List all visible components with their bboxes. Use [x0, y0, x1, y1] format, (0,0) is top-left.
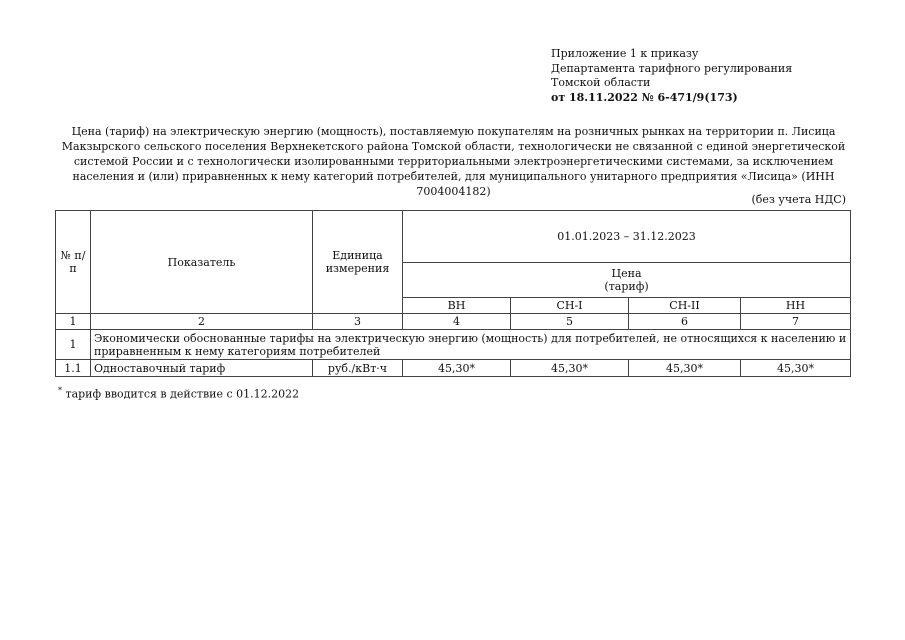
tariff-value-sn1: 45,30* — [511, 360, 629, 377]
price-header-line-2: (тариф) — [604, 280, 649, 293]
table-section-row — [56, 330, 851, 360]
column-number-cell: 5 — [511, 314, 629, 330]
row-unit: руб./кВт·ч — [313, 360, 403, 377]
tariff-value-sn2: 45,30* — [629, 360, 741, 377]
tariff-value-vn: 45,30* — [403, 360, 511, 377]
section-number: 1 — [56, 330, 91, 360]
tariff-table — [55, 210, 851, 377]
voltage-level-header: СН-I — [511, 298, 629, 314]
section-text: Экономически обоснованные тарифы на электрическую энергию (мощность) для потребителей, не относящихся к населению и приравненным к нему категориям потребителей — [91, 330, 851, 360]
row-number: 1.1 — [56, 360, 91, 377]
vat-note: (без учета НДС) — [751, 193, 846, 206]
column-number-cell: 3 — [313, 314, 403, 330]
tariff-value-nn: 45,30* — [741, 360, 851, 377]
period-header: 01.01.2023 – 31.12.2023 — [403, 211, 851, 263]
column-number-cell: 7 — [741, 314, 851, 330]
footnote-text: тариф вводится в действие с 01.12.2022 — [62, 387, 300, 401]
column-header-indicator: Показатель — [91, 211, 313, 314]
price-header — [403, 263, 851, 298]
column-number-cell: 1 — [56, 314, 91, 330]
row-name: Одноставочный тариф — [91, 360, 313, 377]
table-row — [56, 360, 851, 377]
header-line-4: от 18.11.2022 № 6-471/9(173) — [551, 90, 738, 104]
column-number-cell: 6 — [629, 314, 741, 330]
footnote-mark: * — [58, 386, 62, 395]
header-line-3: Томской области — [551, 76, 651, 89]
footnote — [58, 386, 299, 401]
price-header-line-1: Цена — [611, 267, 642, 280]
voltage-level-header: ВН — [403, 298, 511, 314]
order-header — [551, 47, 792, 105]
column-number-cell: 2 — [91, 314, 313, 330]
header-line-2: Департамента тарифного регулирования — [551, 61, 793, 75]
voltage-level-header: НН — [741, 298, 851, 314]
column-header-number: № п/п — [56, 211, 91, 314]
column-number-cell: 4 — [403, 314, 511, 330]
header-line-1: Приложение 1 к приказу — [551, 47, 699, 60]
voltage-level-header: СН-II — [629, 298, 741, 314]
document-title: Цена (тариф) на электрическую энергию (мощность), поставляемую покупателям на розничных рынках на территории п. Лисица Макзырского сельского поселения Верхнекетского района Томской области, технологически не связанной с единой энергетической системой России и с технологически изолированными территориальными электроэнергетическими системами, за исключением населения и (или) приравненных к нему категорий потребителей, для муниципального унитарного предприятия «Лисица» (ИНН 7004004182) — [61, 125, 846, 198]
column-header-unit: Единица измерения — [313, 211, 403, 314]
